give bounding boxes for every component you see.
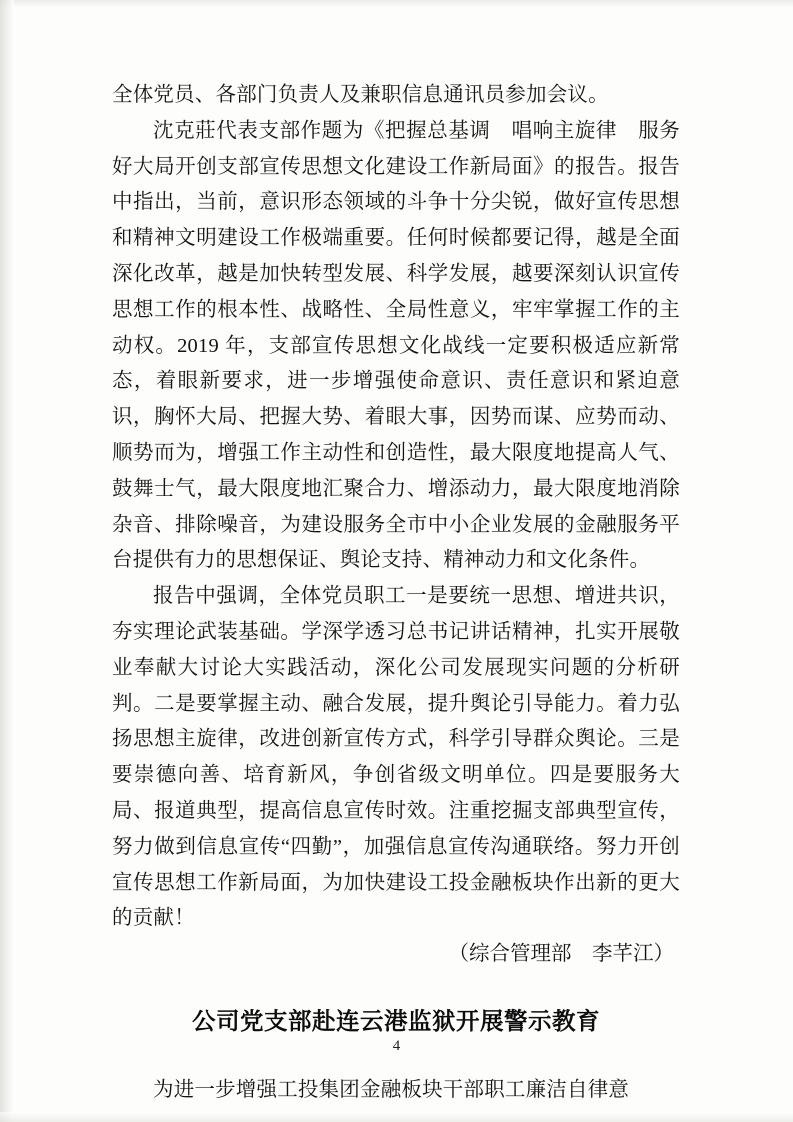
- page-number: 4: [392, 1038, 401, 1054]
- page-body: [112, 78, 680, 1109]
- page-edge-shadow-top: [0, 0, 793, 8]
- page-edge-shadow-left: [0, 0, 14, 1122]
- section-heading: 公司党支部赴连云港监狱开展警示教育: [192, 1007, 600, 1034]
- paragraph-report-emphasis: 报告中强调，全体党员职工一是要统一思想、增进共识，夯实理论武装基础。学深学透习总书记讲话精神，扎实开展敬业奉献大讨论大实践活动，深化公司发展现实问题的分析研判。二是要掌握主动、融合发展，提升舆论引导能力。着力弘扬思想主旋律，改进创新宣传方式，科学引导群众舆论。三是要崇德向善、培育新风，争创省级文明单位。四是要服务大局、报道典型，提高信息宣传时效。注重挖掘支部典型宣传，努力做到信息宣传“四勤”，加强信息宣传沟通联络。努力开创宣传思想工作新局面，为加快建设工投金融板块作出新的更大的贡献！: [112, 585, 680, 930]
- paragraph-report-overview: 沈克莊代表支部作题为《把握总基调 唱响主旋律 服务好大局开创支部宣传思想文化建设工作新局面》的报告。报告中指出，当前，意识形态领域的斗争十分尖锐，做好宣传思想和精神文明建设工作极端重要。任何时候都要记得，越是全面深化改革，越是加快转型发展、科学发展，越要深刻认识宣传思想工作的根本性、战略性、全局性意义，牢牢掌握工作的主动权。2019 年，支部宣传思想文化战线一定要积极适应新常态，着眼新要求，进一步增强使命意识、责任意识和紧迫意识，胸怀大局、把握大势、着眼大事，因势而谋、应势而动、顺势而为，增强工作主动性和创造性，最大限度地提高人气、鼓舞士气，最大限度地汇聚合力、增添动力，最大限度地消除杂音、排除噪音，为建设服务全市中小企业发展的金融服务平台提供有力的思想保证、舆论支持、精神动力和文化条件。: [112, 119, 680, 572]
- page-edge-shadow-bottom: [0, 1112, 793, 1122]
- paragraph-continuation: 全体党员、各部门负责人及兼职信息通讯员参加会议。: [112, 84, 609, 106]
- paragraph-next-section-start: 为进一步增强工投集团金融板块干部职工廉洁自律意: [153, 1078, 630, 1101]
- author-signature: （综合管理部 李芊江）: [448, 943, 674, 966]
